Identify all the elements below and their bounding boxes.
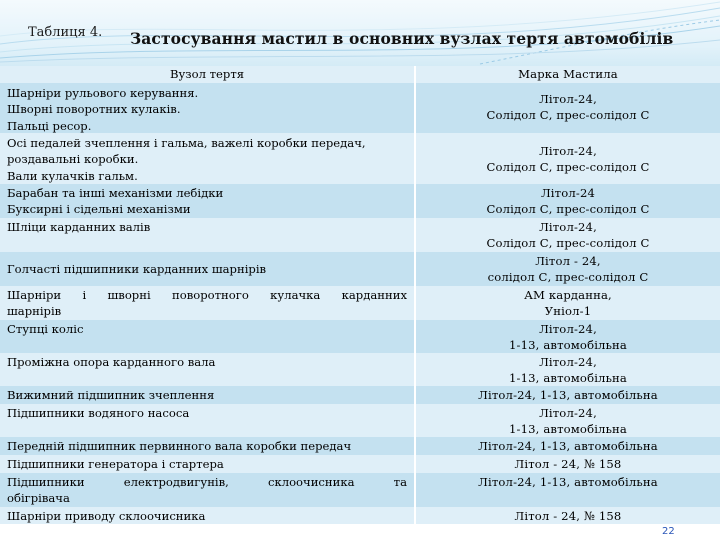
- friction-unit-cell: [0, 286, 414, 320]
- lubricant-text: Літол - 24, № 158: [514, 457, 622, 471]
- lubricant-cell: [416, 353, 720, 386]
- friction-unit-text: Буксирні і сідельні механізми: [7, 202, 191, 217]
- table-row: [0, 286, 720, 320]
- lubricant-text: Літол-24,: [539, 144, 597, 158]
- friction-unit-cell: [0, 133, 414, 184]
- table-row: [0, 404, 720, 437]
- lubricant-cell: [416, 455, 720, 473]
- lubricant-cell: [416, 184, 720, 218]
- friction-unit-text: Ступці коліс: [7, 322, 84, 336]
- friction-unit-text: Вижимний підшипник зчеплення: [7, 388, 215, 402]
- table-row: [0, 507, 720, 524]
- friction-unit-text: Підшипники генератора і стартера: [7, 457, 224, 471]
- lubricant-cell: [416, 133, 720, 184]
- lubricants-table: [0, 66, 720, 524]
- table-row: [0, 386, 720, 404]
- table-header-row: [0, 66, 720, 83]
- lubricant-text: Солідол С, прес-солідол С: [486, 236, 650, 251]
- table-label: Таблиця 4.: [28, 25, 103, 40]
- friction-unit-text: Передній підшипник первинного вала коробки передач: [7, 439, 352, 453]
- friction-unit-cell: [0, 252, 414, 286]
- friction-unit-cell: [0, 353, 414, 386]
- friction-unit-text: Шарніри рульового керування.: [7, 86, 199, 100]
- friction-unit-text: Проміжна опора карданного вала: [7, 355, 216, 369]
- lubricant-text: АМ карданна,: [524, 288, 612, 302]
- friction-unit-text: Шворні поворотних кулаків.: [7, 102, 181, 117]
- lubricant-text: Літол-24, 1-13, автомобільна: [478, 388, 658, 402]
- lubricant-text: Уніол-1: [544, 304, 592, 319]
- friction-unit-cell: [0, 184, 414, 218]
- friction-unit-cell: [0, 83, 414, 133]
- lubricant-text: Літол - 24,: [535, 254, 601, 268]
- lubricant-cell: [416, 252, 720, 286]
- friction-unit-cell: [0, 437, 414, 455]
- friction-unit-text: Осі педалей зчеплення і гальма, важелі коробки передач,: [7, 136, 366, 150]
- friction-unit-text: обігрівача: [7, 491, 70, 506]
- friction-unit-text: Шарніри і шворні поворотного кулачка карданних: [7, 288, 407, 302]
- friction-unit-text: Вали кулачків гальм.: [7, 168, 138, 183]
- table-row: [0, 252, 720, 286]
- friction-unit-cell: [0, 507, 414, 524]
- table-row: [0, 353, 720, 386]
- header-cell-lubricant-brand: Марка Мастила: [416, 66, 720, 83]
- lubricant-text: Літол-24,: [539, 92, 597, 106]
- lubricant-cell: [416, 218, 720, 252]
- lubricant-text: 1-13, автомобільна: [509, 371, 627, 386]
- table-row: [0, 83, 720, 133]
- friction-unit-text: Голчасті підшипники карданних шарнірів: [7, 262, 267, 276]
- page-title: Застосування мастил в основних вузлах тертя автомобілів: [130, 29, 674, 48]
- lubricant-text: Літол-24,: [539, 355, 597, 369]
- friction-unit-cell: [0, 386, 414, 404]
- lubricant-text: Літол - 24, № 158: [514, 509, 622, 523]
- friction-unit-cell: [0, 455, 414, 473]
- lubricant-text: Літол-24,: [539, 220, 597, 234]
- lubricant-cell: [416, 83, 720, 133]
- lubricant-text: Літол-24, 1-13, автомобільна: [478, 475, 658, 489]
- lubricant-cell: [416, 473, 720, 507]
- table-row: [0, 218, 720, 252]
- friction-unit-cell: [0, 320, 414, 353]
- lubricant-text: 1-13, автомобільна: [509, 422, 627, 437]
- lubricant-text: Літол-24,: [539, 406, 597, 420]
- table-row: [0, 473, 720, 507]
- table-row: [0, 184, 720, 218]
- lubricant-cell: [416, 320, 720, 353]
- lubricant-cell: [416, 507, 720, 524]
- table-row: [0, 133, 720, 184]
- lubricant-cell: [416, 437, 720, 455]
- table-row: [0, 455, 720, 473]
- friction-unit-cell: [0, 473, 414, 507]
- friction-unit-cell: [0, 404, 414, 437]
- lubricant-cell: [416, 386, 720, 404]
- friction-unit-cell: [0, 218, 414, 252]
- slide-header: [0, 0, 720, 66]
- lubricant-cell: [416, 404, 720, 437]
- table-row: [0, 437, 720, 455]
- lubricant-text: 1-13, автомобільна: [509, 338, 627, 353]
- header-cell-friction-unit: Вузол тертя: [0, 66, 414, 83]
- friction-unit-text: Шліци карданних валів: [7, 220, 151, 234]
- lubricant-text: Солідол С, прес-солідол С: [486, 202, 650, 217]
- friction-unit-text: Пальці ресор.: [7, 118, 92, 133]
- table-row: [0, 320, 720, 353]
- lubricant-text: солідол С, прес-солідол С: [487, 270, 649, 285]
- friction-unit-text: Підшипники електродвигунів, склоочисника та: [7, 475, 407, 489]
- lubricant-text: Солідол С, прес-солідол С: [486, 160, 650, 175]
- friction-unit-text: Підшипники водяного насоса: [7, 406, 190, 420]
- friction-unit-text: роздавальні коробки.: [7, 152, 139, 167]
- friction-unit-text: Барабан та інші механізми лебідки: [7, 186, 224, 200]
- lubricant-text: Літол-24, 1-13, автомобільна: [478, 439, 658, 453]
- friction-unit-text: шарнірів: [7, 304, 62, 319]
- lubricant-text: Літол-24: [540, 186, 595, 200]
- lubricant-cell: [416, 286, 720, 320]
- lubricant-text: Літол-24,: [539, 322, 597, 336]
- friction-unit-text: Шарніри приводу склоочисника: [7, 509, 206, 523]
- page-number: 22: [662, 526, 675, 537]
- lubricant-text: Солідол С, прес-солідол С: [486, 108, 650, 123]
